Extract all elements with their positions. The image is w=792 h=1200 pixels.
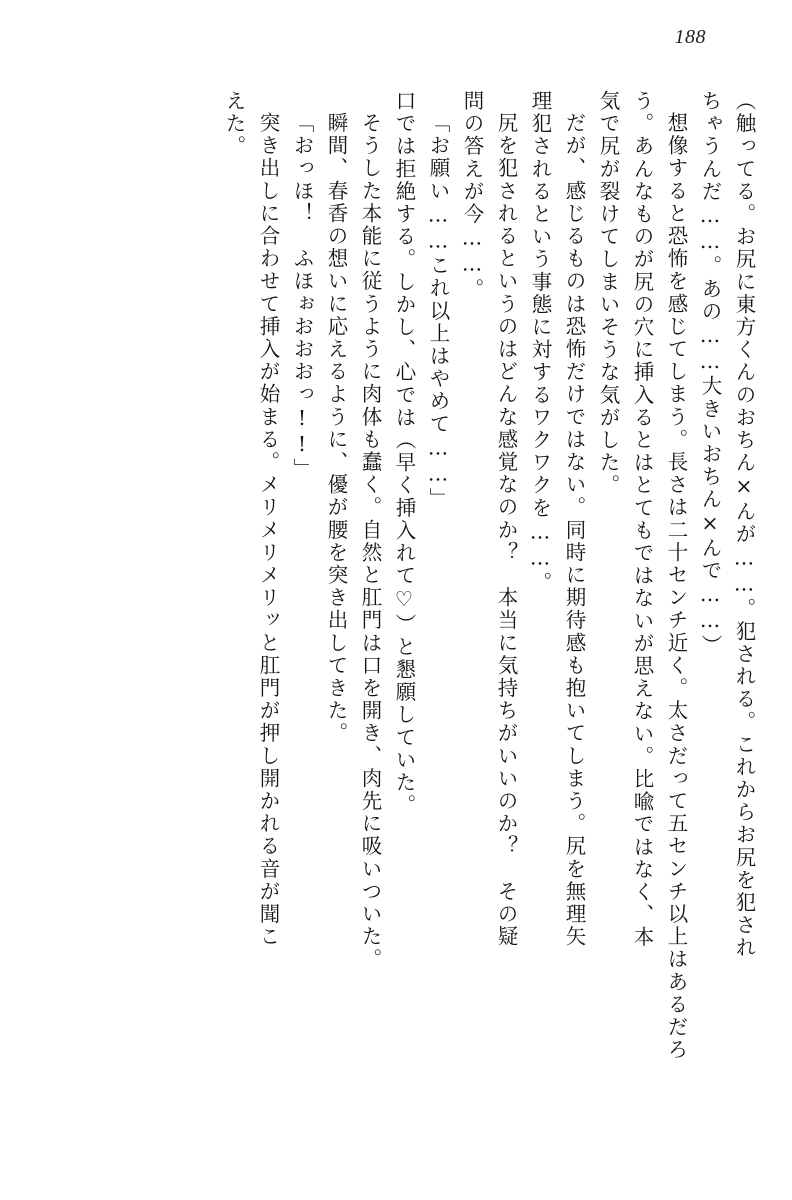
text-column: えた。 — [222, 90, 246, 158]
text-column: （触ってる。お尻に東方くんのおちん×んが……。犯される。これからお尻を犯され — [732, 90, 756, 960]
vertical-text-block — [40, 90, 754, 1150]
text-column: 「お願い……これ以上はやめて……」 — [426, 112, 450, 511]
text-column: 「おっほ！ ふほぉおおおっ!!」 — [290, 112, 314, 481]
text-column: だが、感じるものは恐怖だけではない。同時に期待感も抱いてしまう。尻を無理矢 — [562, 112, 586, 949]
text-column: 突き出しに合わせて挿入が始まる。メリメリメリッと肛門が押し開かれる音が聞こ — [256, 112, 280, 949]
text-column: 瞬間、春香の想いに応えるように、優が腰を突き出してきた。 — [324, 112, 348, 745]
page-number: 188 — [674, 26, 706, 48]
text-column: 問の答えが今……。 — [460, 90, 484, 301]
text-column: 想像すると恐怖を感じてしまう。長さは二十センチ近く。太さだって五センチ以上はあるだろ — [664, 112, 688, 1062]
text-column: 尻を犯されるというのはどんな感覚なのか？ 本当に気持ちがいいのか？ その疑 — [494, 112, 518, 949]
text-column: 口では拒絶する。しかし、心では（早く挿入れて♡）と懇願していた。 — [392, 90, 416, 817]
text-column: 気で尻が裂けてしまいそうな気がした。 — [596, 90, 620, 497]
text-column: そうした本能に従うように肉体も蠢く。自然と肛門は口を開き、肉先に吸いついた。 — [358, 112, 382, 971]
text-column: ちゃうんだ……。あの……大きいおちん×んで……） — [698, 90, 722, 657]
text-column: 理犯されるという事態に対するワクワクを……。 — [528, 90, 552, 595]
text-column: う。あんなものが尻の穴に挿入るとはとてもではないが思えない。比喩ではなく、本 — [630, 90, 654, 949]
